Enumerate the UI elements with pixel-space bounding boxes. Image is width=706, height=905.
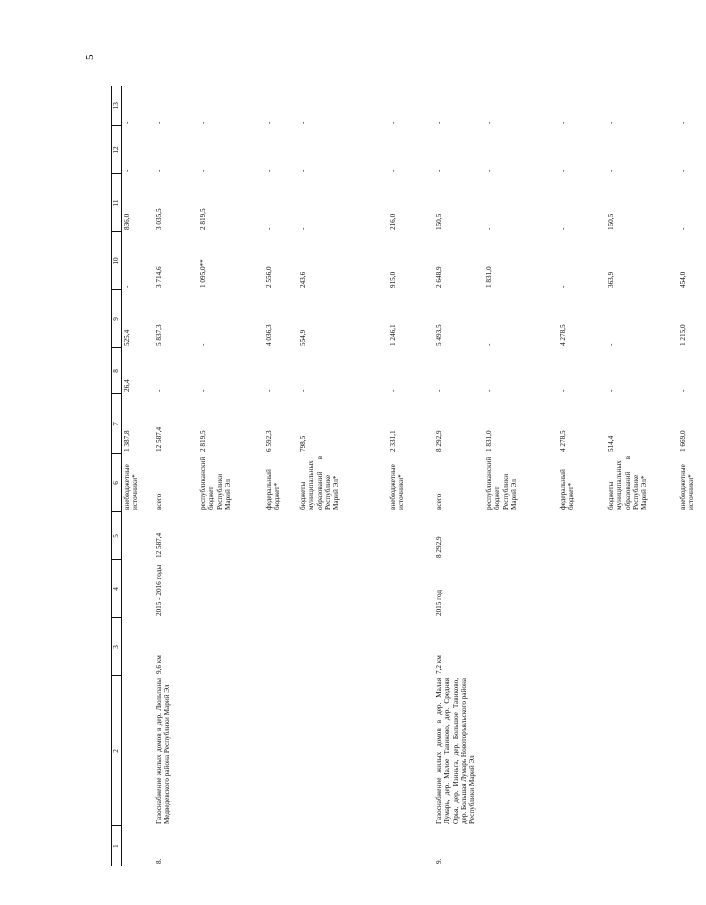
total-amount: 6 592,3 bbox=[265, 430, 273, 452]
empty-cell bbox=[388, 512, 434, 560]
rotated-page-content bbox=[111, 86, 696, 866]
amount-col-12: - bbox=[389, 169, 397, 172]
table-row bbox=[198, 86, 264, 866]
total-amount: 2 331,1 bbox=[389, 430, 397, 452]
funding-source: внебюджетные источники* bbox=[123, 464, 140, 510]
amount-col-10: - bbox=[123, 285, 131, 288]
estimated-cost: 12 587,4 bbox=[155, 532, 163, 558]
empty-cell bbox=[388, 676, 434, 826]
amount-col-8: - bbox=[607, 389, 615, 392]
table-row bbox=[298, 86, 388, 866]
column-number: 7 bbox=[112, 394, 122, 454]
amount-col-13: - bbox=[123, 121, 131, 124]
construction-years: 2015 - 2016 годы bbox=[155, 564, 163, 616]
empty-cell bbox=[264, 512, 298, 560]
amount-col-8: - bbox=[155, 389, 163, 392]
empty-cell bbox=[606, 512, 678, 560]
object-number: 9. bbox=[435, 858, 443, 864]
empty-cell bbox=[388, 560, 434, 618]
table-body bbox=[112, 86, 706, 866]
empty-cell bbox=[678, 560, 706, 618]
amount-col-10: 243,6 bbox=[299, 271, 307, 288]
empty-cell bbox=[678, 512, 706, 560]
amount-col-12: - bbox=[559, 169, 567, 172]
column-number: 10 bbox=[112, 232, 122, 290]
empty-cell bbox=[558, 826, 606, 866]
construction-years: 2015 год bbox=[435, 590, 443, 616]
estimated-cost: 8 292,9 bbox=[435, 536, 443, 558]
amount-col-13: - bbox=[435, 121, 443, 124]
amount-col-9: 554,9 bbox=[299, 329, 307, 346]
empty-cell bbox=[122, 512, 155, 560]
amount-col-11: 216,0 bbox=[389, 213, 397, 230]
amount-col-11: 150,5 bbox=[607, 213, 615, 230]
amount-col-11: 150,5 bbox=[435, 213, 443, 230]
column-number: 8 bbox=[112, 348, 122, 394]
table-row bbox=[388, 86, 434, 866]
empty-cell bbox=[122, 676, 155, 826]
empty-cell bbox=[484, 676, 558, 826]
amount-col-13: - bbox=[559, 121, 567, 124]
total-amount: 798,5 bbox=[299, 435, 307, 452]
empty-cell bbox=[298, 560, 388, 618]
total-amount: 8 292,9 bbox=[435, 430, 443, 452]
column-number: 2 bbox=[112, 676, 122, 826]
amount-col-9: 4 036,3 bbox=[265, 324, 273, 346]
amount-col-13: - bbox=[155, 121, 163, 124]
amount-col-13: - bbox=[389, 121, 397, 124]
amount-col-8: 26,4 bbox=[123, 379, 131, 392]
funding-source: бюджеты муниципальных образований в Республике Марий Эл* bbox=[299, 456, 341, 510]
empty-cell bbox=[558, 560, 606, 618]
total-amount: 12 587,4 bbox=[155, 426, 163, 452]
amount-col-9: 5 493,5 bbox=[435, 324, 443, 346]
empty-cell bbox=[198, 676, 264, 826]
amount-col-10: 2 648,9 bbox=[435, 266, 443, 288]
funding-source: всего bbox=[155, 493, 163, 510]
amount-col-13: - bbox=[299, 121, 307, 124]
total-amount: 1 669,0 bbox=[679, 430, 687, 452]
empty-cell bbox=[264, 618, 298, 676]
empty-cell bbox=[122, 826, 155, 866]
empty-cell bbox=[388, 826, 434, 866]
empty-cell bbox=[606, 618, 678, 676]
empty-cell bbox=[264, 560, 298, 618]
empty-cell bbox=[388, 618, 434, 676]
empty-cell bbox=[678, 618, 706, 676]
column-number: 9 bbox=[112, 290, 122, 348]
empty-cell bbox=[198, 512, 264, 560]
amount-col-9: - bbox=[199, 343, 207, 346]
table-row bbox=[484, 86, 558, 866]
table-row bbox=[122, 86, 155, 866]
column-number: 3 bbox=[112, 618, 122, 676]
empty-cell bbox=[678, 676, 706, 826]
object-number: 8. bbox=[155, 858, 163, 864]
amount-col-11: 2 819,5 bbox=[199, 208, 207, 230]
amount-col-10: 1 831,0 bbox=[485, 266, 493, 288]
table-row bbox=[434, 86, 484, 866]
empty-cell bbox=[198, 618, 264, 676]
object-name: Газоснабжение жилых домов в дер. Люльпаны Медведевского района Республики Марий Эл bbox=[155, 678, 172, 824]
amount-col-13: - bbox=[607, 121, 615, 124]
table-row bbox=[264, 86, 298, 866]
column-number: 1 bbox=[112, 826, 122, 866]
amount-col-12: - bbox=[199, 169, 207, 172]
total-amount: 1 387,8 bbox=[123, 430, 131, 452]
empty-cell bbox=[198, 826, 264, 866]
funding-source: федеральный бюджет* bbox=[559, 469, 576, 510]
column-number: 13 bbox=[112, 86, 122, 126]
object-name: Газоснабжение жилых домов в дер. Малая Лумарь, дер. Малое Тавиково, дер. Средняя Орья, дер. Изиньга, дер. Большое Тавиково, дер. Большая Лумарь Новоторъяльского района Республики Марий Эл bbox=[435, 678, 477, 824]
empty-cell bbox=[298, 676, 388, 826]
empty-cell bbox=[122, 618, 155, 676]
empty-cell bbox=[484, 618, 558, 676]
amount-col-10: 3 714,6 bbox=[155, 266, 163, 288]
amount-col-8: - bbox=[679, 389, 687, 392]
program-table bbox=[111, 86, 706, 866]
column-number-row bbox=[112, 86, 122, 866]
empty-cell bbox=[484, 826, 558, 866]
total-amount: 2 819,5 bbox=[199, 430, 207, 452]
funding-source: бюджеты муниципальных образований в Республике Марий Эл* bbox=[607, 456, 649, 510]
amount-col-11: - bbox=[485, 227, 493, 230]
total-amount: 514,4 bbox=[607, 435, 615, 452]
empty-cell bbox=[606, 826, 678, 866]
amount-col-10: - bbox=[559, 285, 567, 288]
table-row bbox=[678, 86, 706, 866]
amount-col-11: - bbox=[299, 227, 307, 230]
amount-col-12: - bbox=[435, 169, 443, 172]
empty-cell bbox=[558, 676, 606, 826]
amount-col-8: - bbox=[199, 389, 207, 392]
amount-col-10: 2 556,0 bbox=[265, 266, 273, 288]
empty-cell bbox=[558, 512, 606, 560]
empty-cell bbox=[606, 676, 678, 826]
column-number: 5 bbox=[112, 512, 122, 560]
empty-cell bbox=[558, 618, 606, 676]
amount-col-11: - bbox=[559, 227, 567, 230]
amount-col-12: - bbox=[485, 169, 493, 172]
amount-col-12: - bbox=[299, 169, 307, 172]
amount-col-9: 1 246,1 bbox=[389, 324, 397, 346]
amount-col-11: - bbox=[265, 227, 273, 230]
funding-source: республиканский бюджет Республики Марий Эл bbox=[485, 456, 518, 510]
table-row bbox=[606, 86, 678, 866]
amount-col-9: 5 837,3 bbox=[155, 324, 163, 346]
amount-col-13: - bbox=[265, 121, 273, 124]
pipeline-length: 9,6 км bbox=[155, 655, 163, 674]
amount-col-12: - bbox=[607, 169, 615, 172]
column-number: 12 bbox=[112, 126, 122, 174]
empty-cell bbox=[122, 560, 155, 618]
amount-col-8: - bbox=[389, 389, 397, 392]
amount-col-12: - bbox=[123, 169, 131, 172]
amount-col-9: 525,4 bbox=[123, 329, 131, 346]
funding-source: внебюджетные источники* bbox=[679, 464, 696, 510]
amount-col-8: - bbox=[265, 389, 273, 392]
amount-col-11: - bbox=[679, 227, 687, 230]
empty-cell bbox=[198, 560, 264, 618]
amount-col-9: - bbox=[485, 343, 493, 346]
amount-col-8: - bbox=[559, 389, 567, 392]
total-amount: 4 278,5 bbox=[559, 430, 567, 452]
empty-cell bbox=[298, 618, 388, 676]
amount-col-8: - bbox=[435, 389, 443, 392]
amount-col-10: 363,9 bbox=[607, 271, 615, 288]
funding-source: федеральный бюджет* bbox=[265, 469, 282, 510]
amount-col-13: - bbox=[679, 121, 687, 124]
empty-cell bbox=[298, 826, 388, 866]
amount-col-13: - bbox=[199, 121, 207, 124]
amount-col-11: 836,0 bbox=[123, 213, 131, 230]
amount-col-10: 1 095,0** bbox=[199, 259, 207, 288]
empty-cell bbox=[484, 560, 558, 618]
column-number: 4 bbox=[112, 560, 122, 618]
empty-cell bbox=[298, 512, 388, 560]
amount-col-12: - bbox=[155, 169, 163, 172]
funding-source: всего bbox=[435, 493, 443, 510]
column-number: 6 bbox=[112, 454, 122, 512]
table-row bbox=[154, 86, 198, 866]
column-number: 11 bbox=[112, 174, 122, 232]
amount-col-12: - bbox=[679, 169, 687, 172]
empty-cell bbox=[264, 826, 298, 866]
table-row bbox=[558, 86, 606, 866]
amount-col-10: 454,0 bbox=[679, 271, 687, 288]
amount-col-9: 4 278,5 bbox=[559, 324, 567, 346]
amount-col-8: - bbox=[299, 389, 307, 392]
funding-source: республиканский бюджет Республики Марий Эл bbox=[199, 456, 232, 510]
amount-col-8: - bbox=[485, 389, 493, 392]
amount-col-12: - bbox=[265, 169, 273, 172]
total-amount: 1 831,0 bbox=[485, 430, 493, 452]
amount-col-9: - bbox=[607, 343, 615, 346]
empty-cell bbox=[606, 560, 678, 618]
pipeline-length: 7,2 км bbox=[435, 655, 443, 674]
empty-cell bbox=[678, 826, 706, 866]
amount-col-11: 3 035,5 bbox=[155, 208, 163, 230]
amount-col-9: 1 215,0 bbox=[679, 324, 687, 346]
empty-cell bbox=[484, 512, 558, 560]
empty-cell bbox=[264, 676, 298, 826]
amount-col-13: - bbox=[485, 121, 493, 124]
funding-source: внебюджетные источники* bbox=[389, 464, 406, 510]
page-number: 5 bbox=[84, 54, 96, 60]
amount-col-10: 915,0 bbox=[389, 271, 397, 288]
